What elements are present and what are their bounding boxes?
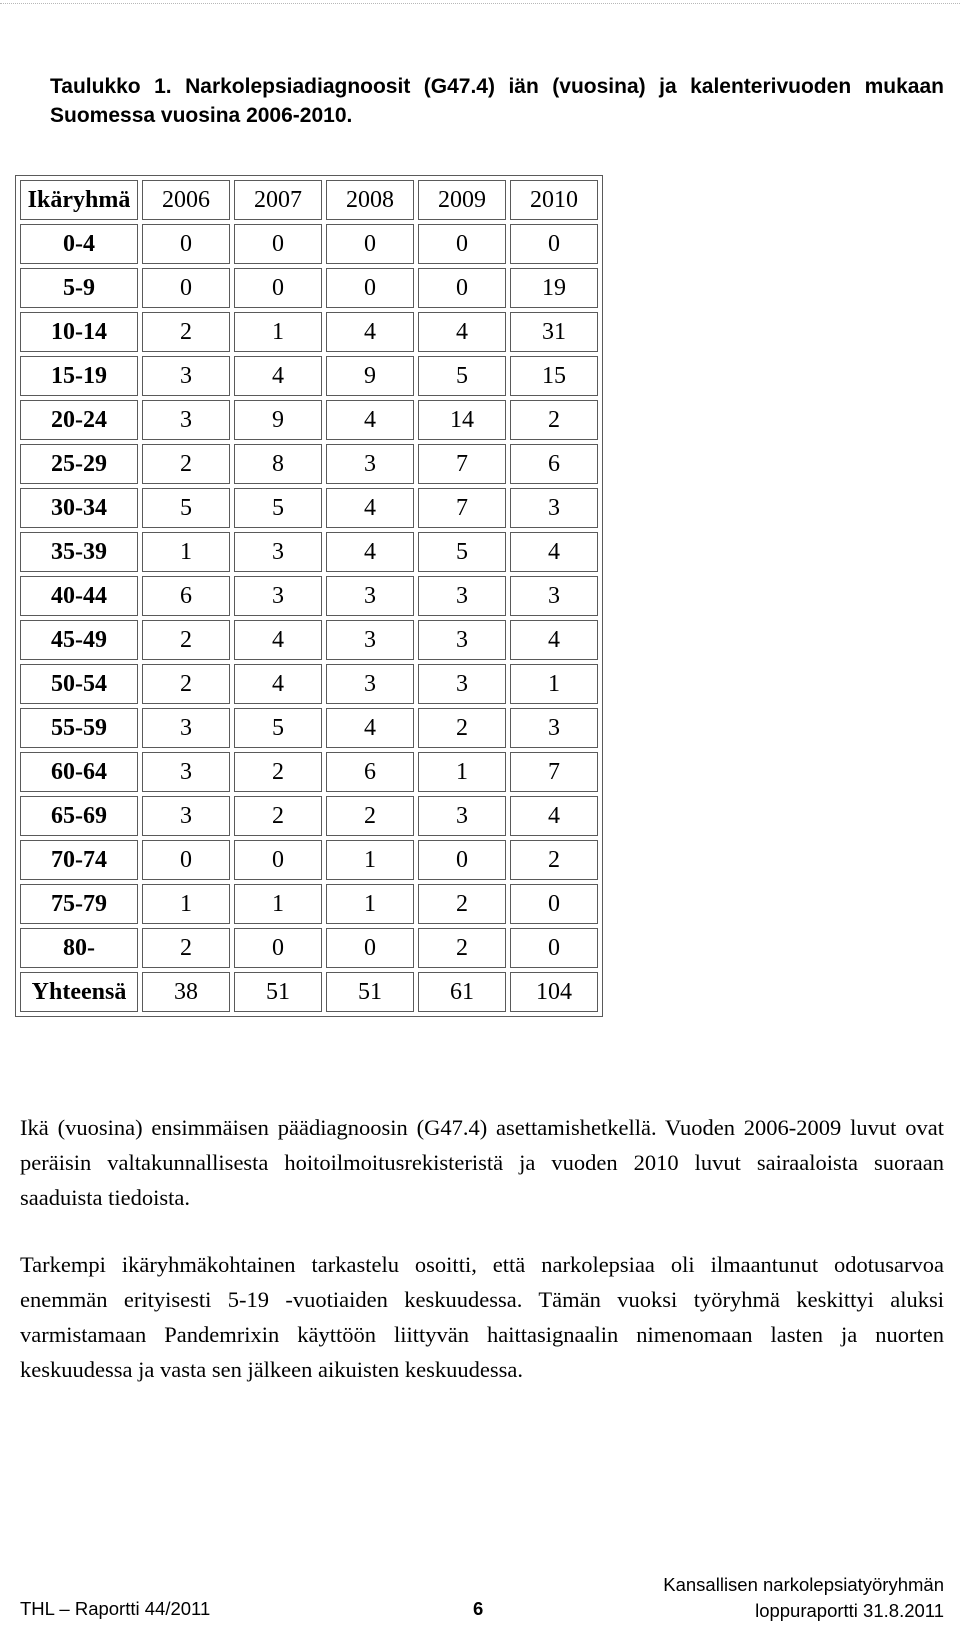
footer-page-number: 6 [473,1598,484,1619]
table-cell: 1 [234,312,322,352]
table-cell: 3 [418,620,506,660]
table-cell: 3 [326,576,414,616]
row-label-cell: 15-19 [20,356,138,396]
table-cell: 2 [418,928,506,968]
table-cell: 14 [418,400,506,440]
table-header-cell: 2008 [326,180,414,220]
table-cell: 2 [510,400,598,440]
table-cell: 3 [418,576,506,616]
footer-report-title [663,1572,944,1624]
table-cell: 0 [142,840,230,880]
table-cell: 0 [142,224,230,264]
table-cell: 15 [510,356,598,396]
table-cell: 0 [234,268,322,308]
table-cell: 0 [326,268,414,308]
table-cell: 0 [234,224,322,264]
table-cell: 2 [142,312,230,352]
table-cell: 3 [326,620,414,660]
table-cell: 5 [142,488,230,528]
table-row [20,312,598,352]
table-cell: 2 [234,752,322,792]
table-row [20,928,598,968]
table-cell: 2 [418,708,506,748]
table-cell: 3 [418,796,506,836]
table-header-cell: 2006 [142,180,230,220]
row-label-cell: 25-29 [20,444,138,484]
table-cell: 61 [418,972,506,1012]
table-cell: 1 [418,752,506,792]
table-cell: 19 [510,268,598,308]
table-cell: 4 [510,796,598,836]
table-cell: 0 [418,224,506,264]
table-row [20,444,598,484]
row-label-cell: 75-79 [20,884,138,924]
table-cell: 0 [142,268,230,308]
table-cell: 2 [418,884,506,924]
table-cell: 3 [234,576,322,616]
table-cell: 0 [326,928,414,968]
row-label-cell: 55-59 [20,708,138,748]
table-row [20,708,598,748]
table-cell: 4 [418,312,506,352]
table-row [20,356,598,396]
table-cell: 5 [418,532,506,572]
table-cell: 5 [234,708,322,748]
table-cell: 0 [326,224,414,264]
table-cell: 9 [234,400,322,440]
diagnosis-table [15,175,603,1017]
table-row [20,752,598,792]
table-row [20,840,598,880]
row-label-cell: 50-54 [20,664,138,704]
table-cell: 8 [234,444,322,484]
table-cell: 4 [326,532,414,572]
table-header-cell: 2010 [510,180,598,220]
row-label-cell: 70-74 [20,840,138,880]
table-cell: 0 [510,928,598,968]
table-cell: 6 [142,576,230,616]
row-label-cell: 10-14 [20,312,138,352]
table-cell: 0 [510,884,598,924]
table-cell: 2 [234,796,322,836]
table-cell: 2 [510,840,598,880]
table-cell: 1 [142,884,230,924]
table-cell: 7 [418,488,506,528]
table-header-row [20,180,598,220]
row-label-cell: 40-44 [20,576,138,616]
table-header-cell: 2007 [234,180,322,220]
table-cell: 0 [510,224,598,264]
table-cell: 104 [510,972,598,1012]
table-cell: 4 [510,620,598,660]
table-cell: 4 [326,400,414,440]
table-cell: 1 [326,840,414,880]
table-cell: 4 [234,356,322,396]
table-cell: 2 [142,664,230,704]
table-note: Ikä (vuosina) ensimmäisen päädiagnoosin (G47.4) asettamishetkellä. Vuoden 2006-2009 luvut ovat peräisin valtakunnallisesta hoitoilmoitusrekisteristä ja vuoden 2010 luvut sairaaloista suoraan saaduista tiedoista. [20,1115,944,1210]
table-cell: 2 [142,444,230,484]
page-top-border [0,3,960,4]
row-label-cell: 20-24 [20,400,138,440]
table-cell: 3 [234,532,322,572]
table-cell: 4 [234,664,322,704]
row-label-cell: 65-69 [20,796,138,836]
table-row [20,400,598,440]
table-cell: 4 [326,312,414,352]
table-cell: 3 [510,708,598,748]
row-label-cell: 80- [20,928,138,968]
table-cell: 1 [326,884,414,924]
table-header-cell: 2009 [418,180,506,220]
table-cell: 3 [326,664,414,704]
row-label-cell: 35-39 [20,532,138,572]
table-cell: 51 [326,972,414,1012]
table-row [20,664,598,704]
table-cell: 4 [326,488,414,528]
table-cell: 6 [510,444,598,484]
table-cell: 51 [234,972,322,1012]
footer-report-id: THL – Raportti 44/2011 [20,1598,211,1619]
table-cell: 2 [142,928,230,968]
table-cell: 0 [234,840,322,880]
table-cell: 1 [234,884,322,924]
table-cell: 4 [510,532,598,572]
table-cell: 3 [326,444,414,484]
table-cell: 38 [142,972,230,1012]
footer-report-title-line1: Kansallisen narkolepsiatyöryhmän [663,1574,944,1595]
row-label-cell: 60-64 [20,752,138,792]
table-cell: 0 [234,928,322,968]
body-paragraph: Tarkempi ikäryhmäkohtainen tarkastelu osoitti, että narkolepsiaa oli ilmaantunut odotusarvoa enemmän erityisesti 5-19 -vuotiaiden keskuudessa. Tämän vuoksi työryhmä keskittyi aluksi varmistamaan Pandemrixin käyttöön liittyvän haittasignaalin nimenomaan lasten ja nuorten keskuudessa ja vasta sen jälkeen aikuisten keskuudessa. [20,1252,944,1382]
table-cell: 1 [142,532,230,572]
table-row [20,884,598,924]
table-row [20,224,598,264]
table-cell: 3 [510,488,598,528]
table-row [20,532,598,572]
table-cell: 3 [142,752,230,792]
row-label-cell: 30-34 [20,488,138,528]
row-label-cell: 0-4 [20,224,138,264]
table-cell: 1 [510,664,598,704]
table-cell: 3 [418,664,506,704]
table-row [20,796,598,836]
table-row [20,972,598,1012]
table-cell: 2 [142,620,230,660]
table-cell: 3 [510,576,598,616]
row-label-cell: Yhteensä [20,972,138,1012]
row-label-cell: 5-9 [20,268,138,308]
table-cell: 9 [326,356,414,396]
table-body [20,180,598,1012]
table-cell: 3 [142,400,230,440]
table-cell: 0 [418,268,506,308]
table-cell: 0 [418,840,506,880]
table-cell: 5 [418,356,506,396]
table-cell: 5 [234,488,322,528]
table-row [20,620,598,660]
table-row [20,488,598,528]
table-cell: 4 [234,620,322,660]
table-cell: 3 [142,708,230,748]
row-label-cell: 45-49 [20,620,138,660]
table-cell: 6 [326,752,414,792]
table-row [20,576,598,616]
table-header-cell: Ikäryhmä [20,180,138,220]
table-row [20,268,598,308]
table-cell: 3 [142,356,230,396]
footer-report-title-line2: loppuraportti 31.8.2011 [755,1600,944,1621]
table-cell: 31 [510,312,598,352]
table-cell: 2 [326,796,414,836]
table-cell: 7 [510,752,598,792]
table-cell: 7 [418,444,506,484]
table-cell: 3 [142,796,230,836]
table-caption: Taulukko 1. Narkolepsiadiagnoosit (G47.4) iän (vuosina) ja kalenterivuoden mukaan Suomessa vuosina 2006-2010. [50,75,944,127]
table-cell: 4 [326,708,414,748]
